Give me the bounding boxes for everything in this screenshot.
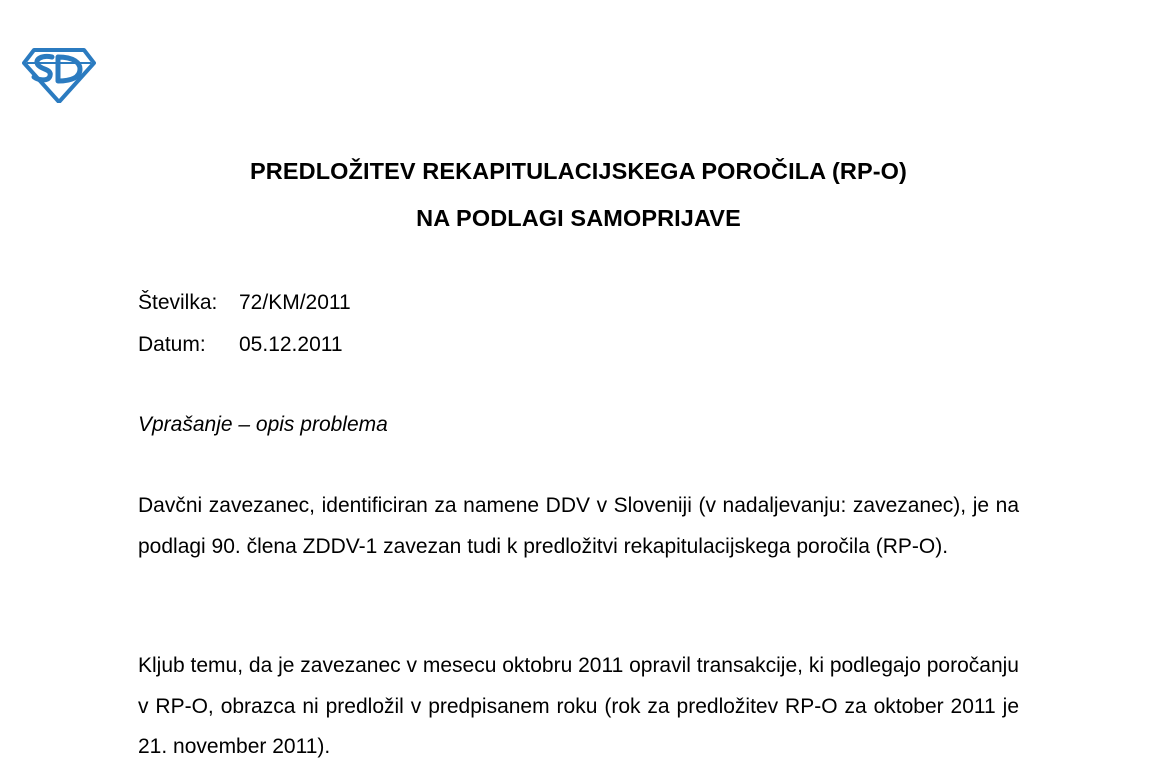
paragraph: Davčni zavezanec, identificiran za namene DDV v Sloveniji (v nadaljevanju: zavezanec), je na podlagi 90. člena ZDDV-1 zavezan tudi k predložitvi rekapitulacijskega poročila (RP-O). xyxy=(138,494,1019,558)
document-date-row xyxy=(138,333,343,357)
document-number-value: 72/KM/2011 xyxy=(239,291,351,314)
sd-logo-icon xyxy=(22,47,96,103)
document-title-line-1: PREDLOŽITEV REKAPITULACIJSKEGA POROČILA (RP-O) xyxy=(250,158,907,184)
document-number-label: Številka: xyxy=(138,291,218,314)
paragraph: Kljub temu, da je zavezanec v mesecu oktobru 2011 opravil transakcije, ki podlegajo poročanju v RP-O, obrazca ni predložil v predpisanem roku (rok za predložitev RP-O za oktober 2011 je 21. november 2011). xyxy=(138,654,1019,758)
document-date-label: Datum: xyxy=(138,333,206,356)
document-number-row xyxy=(138,291,351,315)
document-date-value: 05.12.2011 xyxy=(239,333,343,356)
section-heading: Vprašanje – opis problema xyxy=(138,413,388,436)
document-title-line-2: NA PODLAGI SAMOPRIJAVE xyxy=(416,205,741,231)
